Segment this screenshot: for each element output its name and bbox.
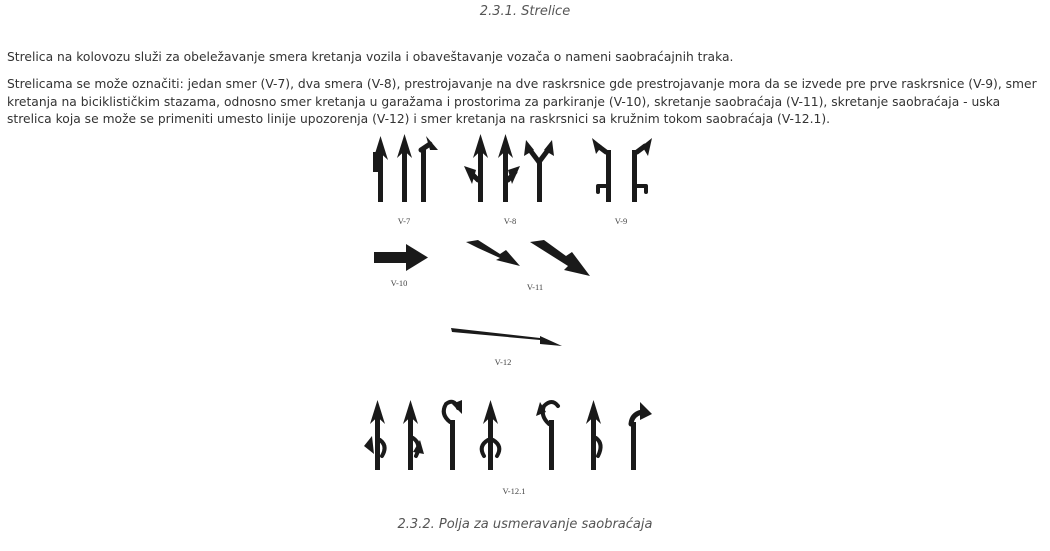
v12-1-roundabout-arrow-6-icon bbox=[586, 400, 601, 470]
v10-bold-arrow-icon bbox=[374, 244, 428, 271]
label-v8: V-8 bbox=[503, 216, 517, 226]
v8-arrow-straight-right-icon bbox=[498, 134, 520, 202]
v12-narrow-arrow-icon bbox=[451, 328, 562, 346]
v7-arrow-straight-left-icon bbox=[373, 136, 388, 202]
intro-paragraph: Strelica na kolovozu služi za obeležavanje smera kretanja vozila i obaveštavanje vozača o nameni saobraćajnih traka. bbox=[7, 50, 734, 65]
v12-1-roundabout-arrow-1-icon bbox=[364, 400, 385, 470]
label-v10: V-10 bbox=[390, 278, 408, 288]
v12-1-roundabout-arrow-2-icon bbox=[403, 400, 424, 470]
v12-1-roundabout-arrow-7-icon bbox=[631, 402, 652, 470]
v9-arrow-right-icon bbox=[632, 138, 652, 202]
v9-arrow-left-icon bbox=[592, 138, 611, 202]
label-v11: V-11 bbox=[526, 282, 544, 292]
label-v7: V-7 bbox=[397, 216, 411, 226]
v8-arrow-straight-left-icon bbox=[464, 134, 488, 202]
section-title: 2.3.1. Strelice bbox=[479, 4, 571, 19]
arrows-description-paragraph: Strelicama se može označiti: jedan smer (V-7), dva smera (V-8), prestrojavanje na dve raskrsnice gde prestrojavanje mora da se izvede pre prve raskrsnice (V-9), smer kretanja na biciklističkim stazama, odnosno smer kretanja u garažama i prostorima za parkiranje (V-10), skretanje saobraćaja (V-11), skretanje saobraćaja - uska strelica koja se može se primeniti umesto linije upozorenja (V-12) i smer kretanja na raskrsnici sa kružnim tokom saobraćaja (V-12.1). bbox=[7, 77, 1037, 127]
v7-arrow-straight-right-icon bbox=[421, 136, 438, 202]
v12-1-roundabout-arrow-5-icon bbox=[536, 402, 558, 470]
v11-diverging-arrow-right-icon bbox=[530, 240, 590, 276]
v7-arrow-straight-icon bbox=[397, 134, 412, 202]
v11-diverging-arrow-left-icon bbox=[466, 240, 520, 266]
v12-1-roundabout-arrow-4-icon bbox=[482, 400, 500, 470]
next-section-title: 2.3.2. Polja za usmeravanje saobraćaja bbox=[397, 517, 653, 532]
v8-arrow-left-right-icon bbox=[524, 140, 554, 202]
label-v12-1: V-12.1 bbox=[502, 486, 526, 496]
label-v12: V-12 bbox=[494, 357, 512, 367]
v12-1-roundabout-arrow-3-icon bbox=[444, 400, 462, 470]
label-v9: V-9 bbox=[614, 216, 628, 226]
